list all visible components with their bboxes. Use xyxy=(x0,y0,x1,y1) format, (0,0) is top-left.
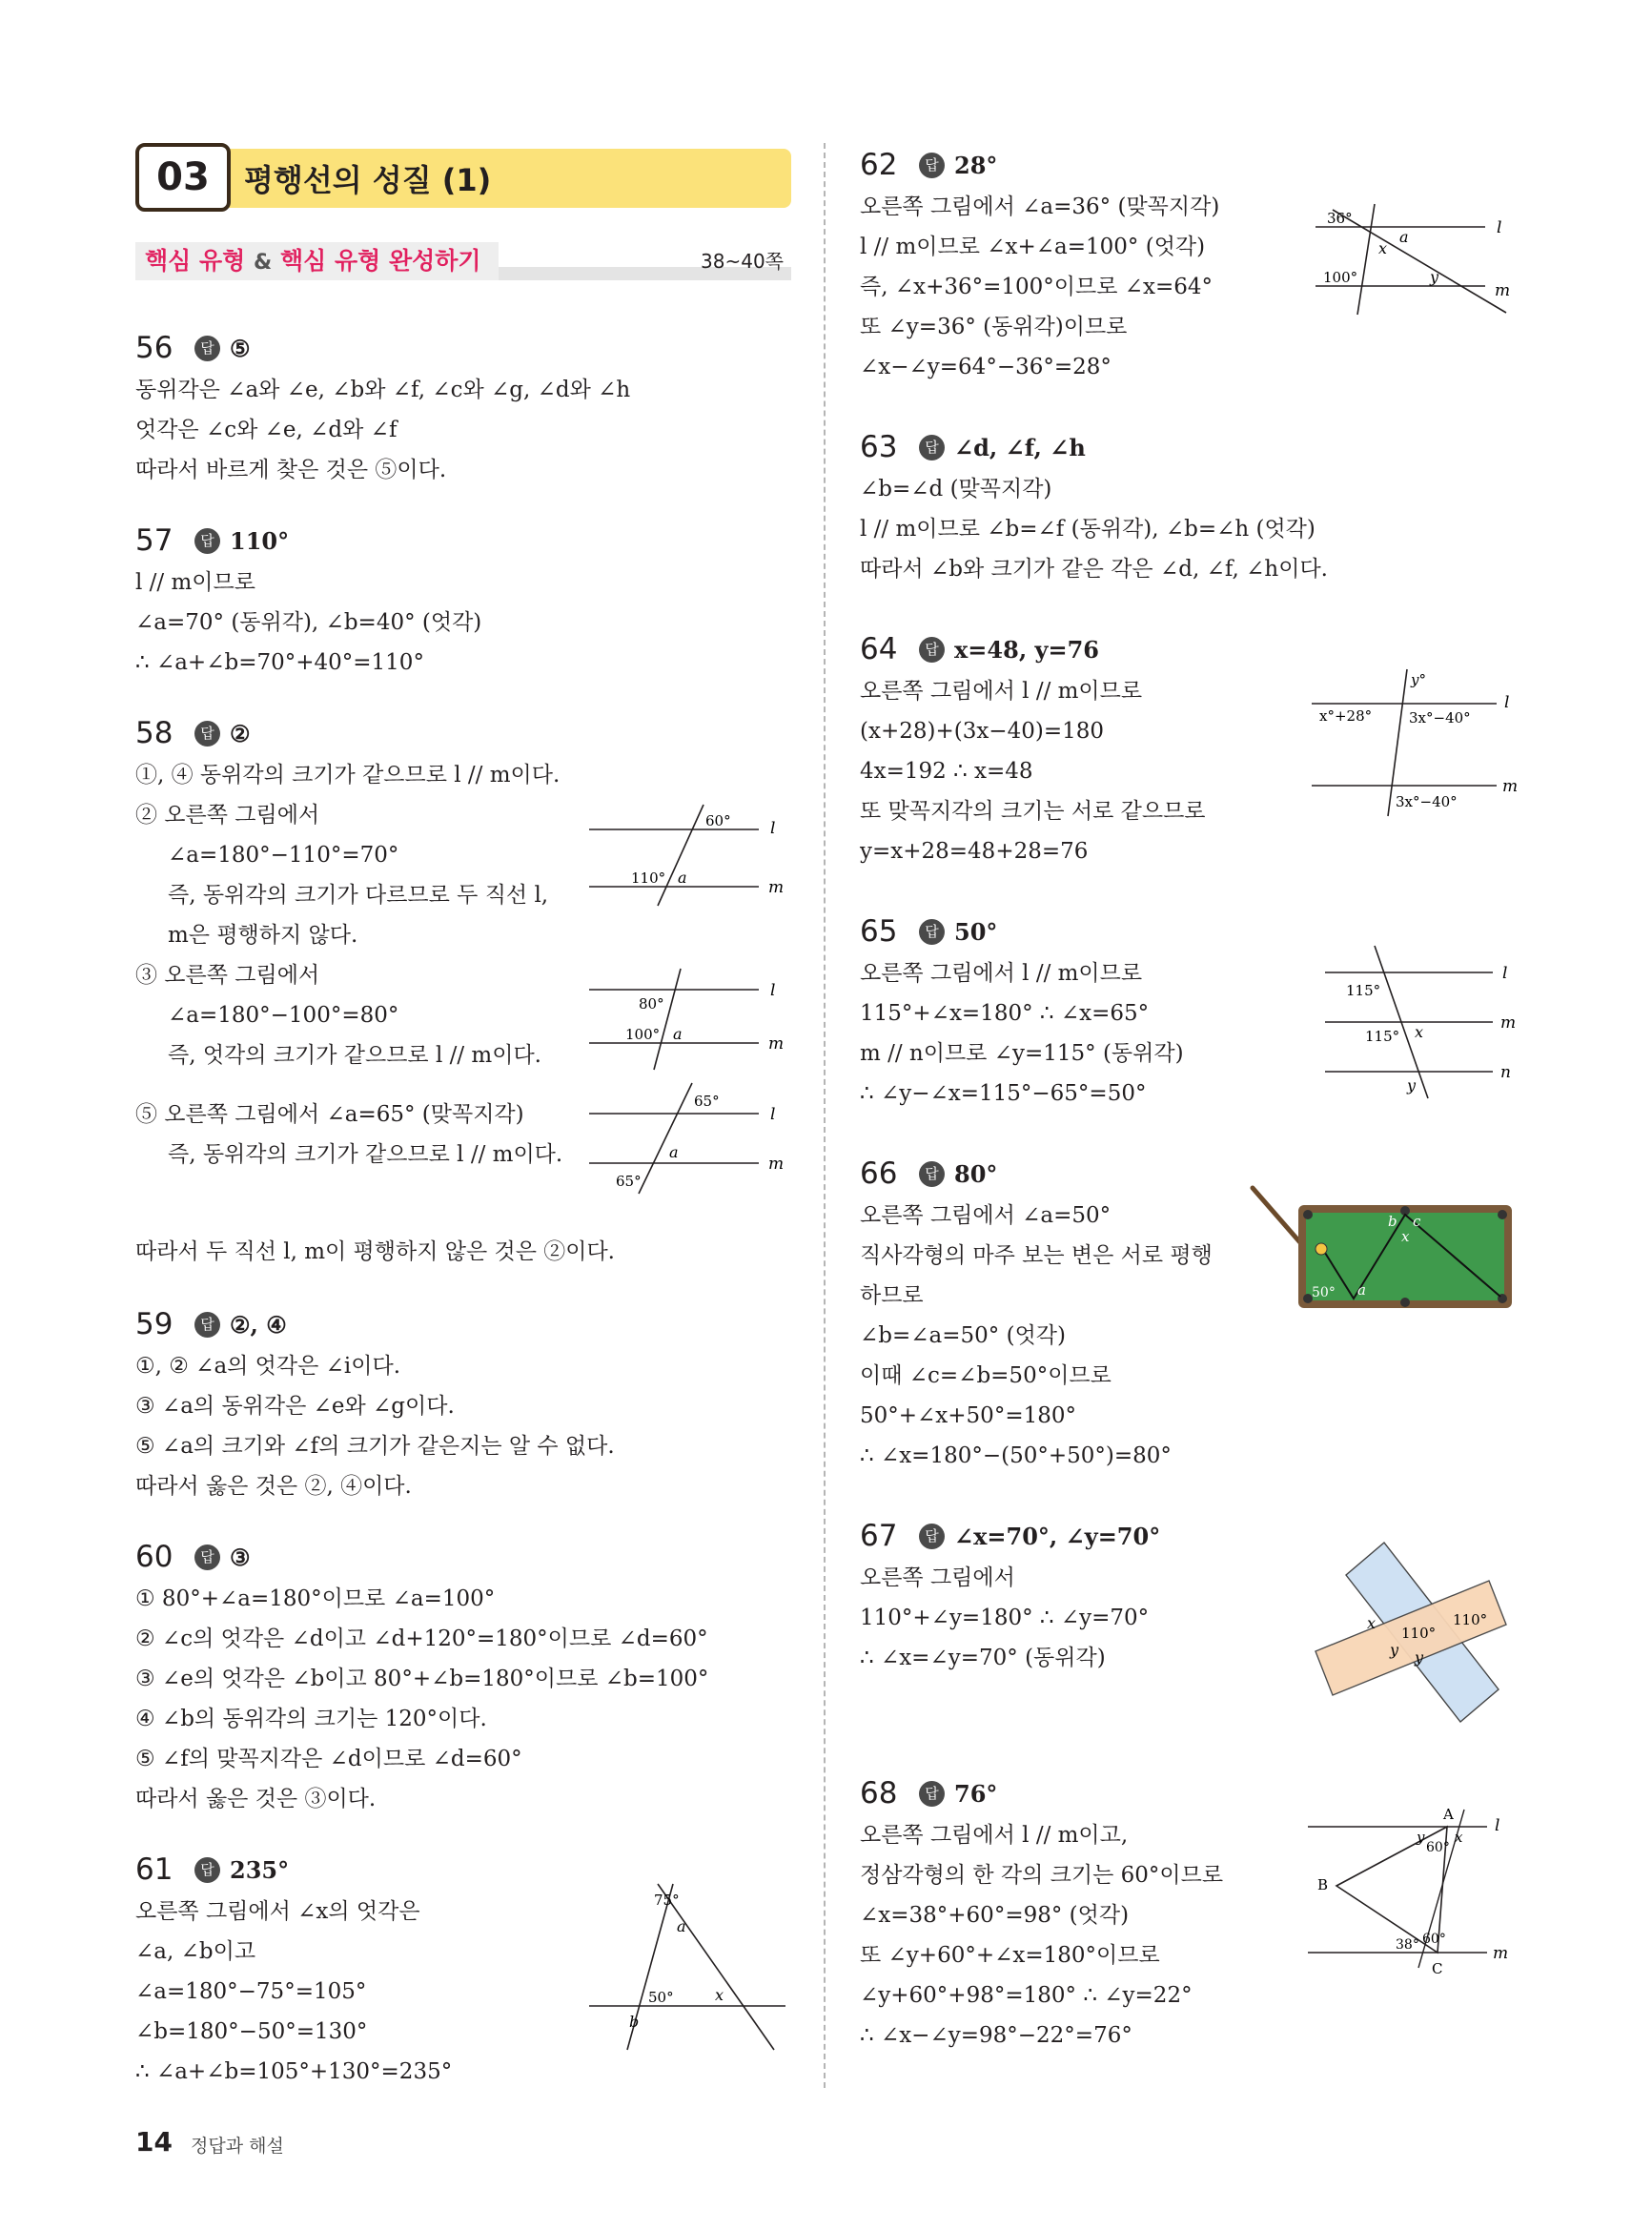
svg-text:y: y xyxy=(1430,268,1439,286)
solution-line: 110°+∠y=180° ∴ ∠y=70° xyxy=(860,1606,1150,1630)
svg-text:l: l xyxy=(1497,218,1502,237)
problem-answer: ③ xyxy=(230,1543,251,1571)
solution-line: ∴ ∠a+∠b=105°+130°=235° xyxy=(135,2059,453,2084)
svg-text:m: m xyxy=(1500,1013,1517,1033)
figure-58-b xyxy=(589,967,789,1072)
problem-number: 59 xyxy=(135,1307,173,1341)
solution-line: m // n이므로 ∠y=115° (동위각) xyxy=(860,1041,1184,1066)
solution-line: 오른쪽 그림에서 xyxy=(860,1565,1015,1590)
figure-58-a xyxy=(589,803,789,908)
problem-number: 64 xyxy=(860,632,898,666)
solution-line: 오른쪽 그림에서 l // m이므로 xyxy=(860,961,1143,986)
svg-text:y°: y° xyxy=(1411,671,1426,688)
table-felt xyxy=(1306,1213,1504,1300)
solution-line: ∠a=70° (동위각), ∠b=40° (엇각) xyxy=(135,610,482,635)
angle-label-65-bottom: 65° xyxy=(616,1173,642,1190)
solution-line: 또 ∠y=36° (동위각)이므로 xyxy=(860,315,1128,339)
problem-65 xyxy=(860,910,1518,1114)
answer-badge: 답 xyxy=(194,1857,220,1883)
solution-line: 50°+∠x+50°=180° xyxy=(860,1403,1076,1428)
figure-58-c xyxy=(589,1081,789,1196)
figure-66-billiard-table xyxy=(1251,1184,1518,1318)
angle-label-65-top: 65° xyxy=(694,1093,720,1110)
solution-line: l // m이므로 ∠b=∠f (동위각), ∠b=∠h (엇각) xyxy=(860,517,1315,542)
subsection-pages: 38~40쪽 xyxy=(701,250,784,273)
problem-68 xyxy=(860,1771,1518,2056)
solution-line: y=x+28=48+28=76 xyxy=(860,839,1089,864)
svg-text:50°: 50° xyxy=(1312,1285,1336,1300)
svg-text:a: a xyxy=(1399,228,1409,246)
svg-text:b: b xyxy=(1388,1213,1397,1230)
line-label-m: m xyxy=(768,878,785,897)
problem-number: 68 xyxy=(860,1776,898,1811)
solution-line: 엇각은 ∠c와 ∠e, ∠d와 ∠f xyxy=(135,418,398,442)
problem-answer: 235° xyxy=(230,1855,290,1884)
solution-line: ∠a=180°−110°=70° xyxy=(168,843,399,868)
problem-58 xyxy=(135,711,791,1274)
solution-line: ∠b=∠d (맞꼭지각) xyxy=(860,477,1052,501)
svg-text:y: y xyxy=(1390,1641,1399,1659)
solution-line: l // m이므로 xyxy=(135,570,255,595)
problem-number: 57 xyxy=(135,523,173,558)
solution-line: 하므로 xyxy=(860,1283,924,1308)
ball xyxy=(1315,1243,1327,1255)
solution-line: 따라서 옳은 것은 ②, ④이다. xyxy=(135,1474,412,1499)
svg-text:a: a xyxy=(1357,1281,1366,1299)
svg-text:m: m xyxy=(768,1155,785,1174)
problem-67 xyxy=(860,1514,1518,1743)
svg-text:n: n xyxy=(1500,1063,1511,1082)
answer-badge: 답 xyxy=(919,1161,945,1187)
figure-61 xyxy=(589,1882,789,2054)
problem-answer: 80° xyxy=(954,1159,998,1188)
svg-text:x: x xyxy=(1378,239,1388,257)
problem-63 xyxy=(860,425,1518,589)
problem-answer: 76° xyxy=(954,1779,998,1808)
figure-67-crossed-strips xyxy=(1308,1537,1518,1728)
problem-60 xyxy=(135,1535,791,1819)
solution-line: 따라서 옳은 것은 ③이다. xyxy=(135,1787,377,1811)
subsection-header xyxy=(135,242,791,292)
angle-label-110: 110° xyxy=(631,869,666,887)
solution-line: ⑤ 오른쪽 그림에서 ∠a=65° (맞꼭지각) xyxy=(135,1102,524,1127)
solution-line: 즉, ∠x+36°=100°이므로 ∠x=64° xyxy=(860,275,1214,299)
solution-line: ② ∠c의 엇각은 ∠d이고 ∠d+120°=180°이므로 ∠d=60° xyxy=(135,1626,708,1651)
svg-text:x: x xyxy=(1401,1228,1410,1245)
answer-badge: 답 xyxy=(194,721,220,747)
svg-text:m: m xyxy=(768,1034,785,1054)
svg-text:x: x xyxy=(1455,1829,1463,1846)
svg-text:x: x xyxy=(1415,1023,1424,1041)
svg-text:C: C xyxy=(1432,1960,1443,1977)
subsection-label-a: 핵심 유형 xyxy=(145,247,246,275)
svg-text:c: c xyxy=(1413,1213,1421,1230)
problem-number: 60 xyxy=(135,1540,173,1574)
solution-line: ∴ ∠x−∠y=98°−22°=76° xyxy=(860,2023,1132,2048)
svg-text:A: A xyxy=(1443,1806,1454,1823)
problem-answer: ∠x=70°, ∠y=70° xyxy=(954,1522,1161,1550)
problem-number: 66 xyxy=(860,1156,898,1191)
answer-badge: 답 xyxy=(194,1545,220,1570)
answer-badge: 답 xyxy=(919,1524,945,1549)
problem-62 xyxy=(860,143,1518,387)
angle-label-a: a xyxy=(677,1917,686,1935)
solution-line: 오른쪽 그림에서 ∠a=36° (맞꼭지각) xyxy=(860,194,1220,219)
solution-line: 정삼각형의 한 각의 크기는 60°이므로 xyxy=(860,1863,1224,1888)
solution-line: ∴ ∠x=∠y=70° (동위각) xyxy=(860,1646,1106,1670)
figure-65 xyxy=(1325,938,1516,1100)
problem-number: 56 xyxy=(135,331,173,365)
solution-line: ∠x−∠y=64°−36°=28° xyxy=(860,355,1112,379)
problem-number: 61 xyxy=(135,1852,173,1887)
problem-answer: ∠d, ∠f, ∠h xyxy=(954,433,1086,461)
svg-text:x: x xyxy=(1367,1614,1377,1632)
angle-label-80: 80° xyxy=(639,995,664,1013)
solution-line: 따라서 바르게 찾은 것은 ⑤이다. xyxy=(135,458,447,482)
solution-line: ∠b=180°−50°=130° xyxy=(135,2019,368,2044)
problem-57 xyxy=(135,519,791,683)
svg-text:B: B xyxy=(1317,1876,1329,1893)
angle-label-60: 60° xyxy=(705,812,731,829)
solution-line: 4x=192 ∴ x=48 xyxy=(860,759,1033,784)
angle-label-a: a xyxy=(678,869,687,887)
subsection-tab xyxy=(135,242,499,280)
problem-answer: 28° xyxy=(954,151,998,179)
solution-line: ② 오른쪽 그림에서 xyxy=(135,803,320,828)
problem-number: 58 xyxy=(135,716,173,750)
page-number: 14 xyxy=(135,2126,173,2158)
solution-line: 오른쪽 그림에서 ∠x의 엇각은 xyxy=(135,1899,420,1924)
solution-line: 즉, 동위각의 크기가 같으므로 l // m이다. xyxy=(168,1142,563,1167)
angle-label-100: 100° xyxy=(625,1026,661,1043)
solution-line: ∴ ∠a+∠b=70°+40°=110° xyxy=(135,650,424,675)
solution-line: ①, ② ∠a의 엇각은 ∠i이다. xyxy=(135,1354,401,1379)
svg-text:110°: 110° xyxy=(1401,1625,1437,1642)
angle-label-x: x xyxy=(715,1986,724,2004)
solution-line: 또 ∠y+60°+∠x=180°이므로 xyxy=(860,1943,1160,1968)
solution-line: 직사각형의 마주 보는 변은 서로 평행 xyxy=(860,1243,1213,1268)
problem-number: 67 xyxy=(860,1519,898,1553)
solution-line: 따라서 ∠b와 크기가 같은 각은 ∠d, ∠f, ∠h이다. xyxy=(860,557,1328,582)
answer-badge: 답 xyxy=(194,1312,220,1338)
svg-text:m: m xyxy=(1502,777,1519,796)
svg-text:l: l xyxy=(770,1105,776,1124)
solution-line: 오른쪽 그림에서 l // m이므로 xyxy=(860,679,1143,704)
svg-text:l: l xyxy=(1502,964,1508,983)
svg-text:y: y xyxy=(1407,1076,1417,1095)
problem-56 xyxy=(135,326,791,490)
solution-line: 동위각은 ∠a와 ∠e, ∠b와 ∠f, ∠c와 ∠g, ∠d와 ∠h xyxy=(135,378,631,402)
solution-line: ∠y+60°+98°=180° ∴ ∠y=22° xyxy=(860,1983,1193,2008)
angle-label-100: 100° xyxy=(1323,269,1358,286)
angle-label-a: a xyxy=(669,1143,679,1161)
solution-line: ③ ∠a의 동위각은 ∠e와 ∠g이다. xyxy=(135,1394,455,1419)
answer-badge: 답 xyxy=(919,153,945,178)
solution-line: 즉, 동위각의 크기가 다르므로 두 직선 l, xyxy=(168,883,549,908)
angle-label-36: 36° xyxy=(1327,210,1353,227)
svg-text:38°: 38° xyxy=(1396,1937,1419,1953)
solution-line: 오른쪽 그림에서 ∠a=50° xyxy=(860,1203,1112,1228)
svg-text:y: y xyxy=(1415,1648,1424,1667)
svg-text:115°: 115° xyxy=(1346,982,1381,999)
answer-badge: 답 xyxy=(919,637,945,663)
subsection-label-b: 핵심 유형 완성하기 xyxy=(279,247,481,275)
footer-label: 정답과 해설 xyxy=(191,2136,284,2157)
section-number: 03 xyxy=(135,143,231,212)
answer-badge: 답 xyxy=(919,435,945,460)
line-label-l: l xyxy=(770,819,776,838)
answer-badge: 답 xyxy=(194,528,220,554)
solution-line: 오른쪽 그림에서 l // m이고, xyxy=(860,1823,1129,1848)
problem-answer: ②, ④ xyxy=(230,1310,287,1339)
solution-line: ①, ④ 동위각의 크기가 같으므로 l // m이다. xyxy=(135,763,561,788)
solution-line: ③ ∠e의 엇각은 ∠b이고 80°+∠b=180°이므로 ∠b=100° xyxy=(135,1667,709,1691)
problem-answer: ⑤ xyxy=(230,334,251,362)
solution-line: ∴ ∠x=180°−(50°+50°)=80° xyxy=(860,1443,1172,1468)
angle-label-50: 50° xyxy=(648,1989,674,2006)
svg-text:l: l xyxy=(770,981,776,1000)
solution-line: ∠a, ∠b이고 xyxy=(135,1939,256,1964)
solution-line: ④ ∠b의 동위각의 크기는 120°이다. xyxy=(135,1707,487,1731)
solution-line: 또 맞꼭지각의 크기는 서로 같으므로 xyxy=(860,799,1206,824)
solution-line: ∠x=38°+60°=98° (엇각) xyxy=(860,1903,1130,1928)
figure-64 xyxy=(1312,665,1519,818)
section-header xyxy=(135,143,791,214)
answer-badge: 답 xyxy=(919,1781,945,1807)
figure-62 xyxy=(1315,202,1516,317)
angle-label-b: b xyxy=(629,2013,640,2031)
problem-61 xyxy=(135,1848,791,2092)
problem-answer: ② xyxy=(230,719,251,747)
problem-number: 62 xyxy=(860,148,898,182)
svg-text:y: y xyxy=(1417,1829,1425,1846)
svg-text:m: m xyxy=(1493,1944,1509,1963)
solution-line: (x+28)+(3x−40)=180 xyxy=(860,719,1104,744)
problem-59 xyxy=(135,1302,791,1506)
problem-66 xyxy=(860,1152,1518,1476)
solution-line: m은 평행하지 않다. xyxy=(168,923,358,948)
svg-text:l: l xyxy=(1504,693,1510,712)
svg-text:3x°−40°: 3x°−40° xyxy=(1409,709,1471,726)
solution-line: 115°+∠x=180° ∴ ∠x=65° xyxy=(860,1001,1150,1026)
svg-text:m: m xyxy=(1495,281,1511,300)
solution-line: 즉, 엇각의 크기가 같으므로 l // m이다. xyxy=(168,1043,541,1068)
angle-label-75: 75° xyxy=(654,1892,680,1909)
svg-text:x°+28°: x°+28° xyxy=(1319,707,1373,725)
problem-64 xyxy=(860,627,1518,871)
solution-line: ∴ ∠y−∠x=115°−65°=50° xyxy=(860,1081,1147,1106)
solution-line: ∠b=∠a=50° (엇각) xyxy=(860,1323,1066,1348)
solution-line: 따라서 두 직선 l, m이 평행하지 않은 것은 ②이다. xyxy=(135,1239,615,1264)
solution-line: ⑤ ∠f의 맞꼭지각은 ∠d이므로 ∠d=60° xyxy=(135,1747,522,1771)
right-column xyxy=(860,143,1518,2084)
problem-number: 63 xyxy=(860,430,898,464)
column-divider xyxy=(824,143,826,2088)
solution-line: ① 80°+∠a=180°이므로 ∠a=100° xyxy=(135,1586,496,1611)
svg-text:l: l xyxy=(1495,1816,1500,1835)
left-column xyxy=(135,143,791,2120)
solution-line: ∠a=180°−100°=80° xyxy=(168,1003,399,1028)
section-title: 평행선의 성질 (1) xyxy=(244,162,492,198)
subsection-amp: & xyxy=(254,251,273,275)
problem-answer: 110° xyxy=(230,526,290,555)
solution-line: l // m이므로 ∠x+∠a=100° (엇각) xyxy=(860,235,1206,259)
solution-line: 이때 ∠c=∠b=50°이므로 xyxy=(860,1363,1112,1388)
answer-badge: 답 xyxy=(194,336,220,361)
problem-number: 65 xyxy=(860,914,898,949)
svg-text:60°: 60° xyxy=(1426,1840,1450,1855)
angle-label-a: a xyxy=(673,1025,683,1043)
solution-line: ⑤ ∠a의 크기와 ∠f의 크기가 같은지는 알 수 없다. xyxy=(135,1434,615,1459)
answer-badge: 답 xyxy=(919,919,945,945)
problem-answer: 50° xyxy=(954,917,998,946)
transversal xyxy=(658,805,704,906)
solution-line: ③ 오른쪽 그림에서 xyxy=(135,963,320,988)
figure-68-triangle xyxy=(1304,1800,1518,1981)
svg-text:60°: 60° xyxy=(1422,1932,1446,1947)
solution-line: ∠a=180°−75°=105° xyxy=(135,1979,367,2004)
svg-text:110°: 110° xyxy=(1453,1611,1488,1628)
svg-text:3x°−40°: 3x°−40° xyxy=(1396,793,1458,810)
problem-answer: x=48, y=76 xyxy=(954,635,1099,664)
svg-text:115°: 115° xyxy=(1365,1028,1400,1045)
